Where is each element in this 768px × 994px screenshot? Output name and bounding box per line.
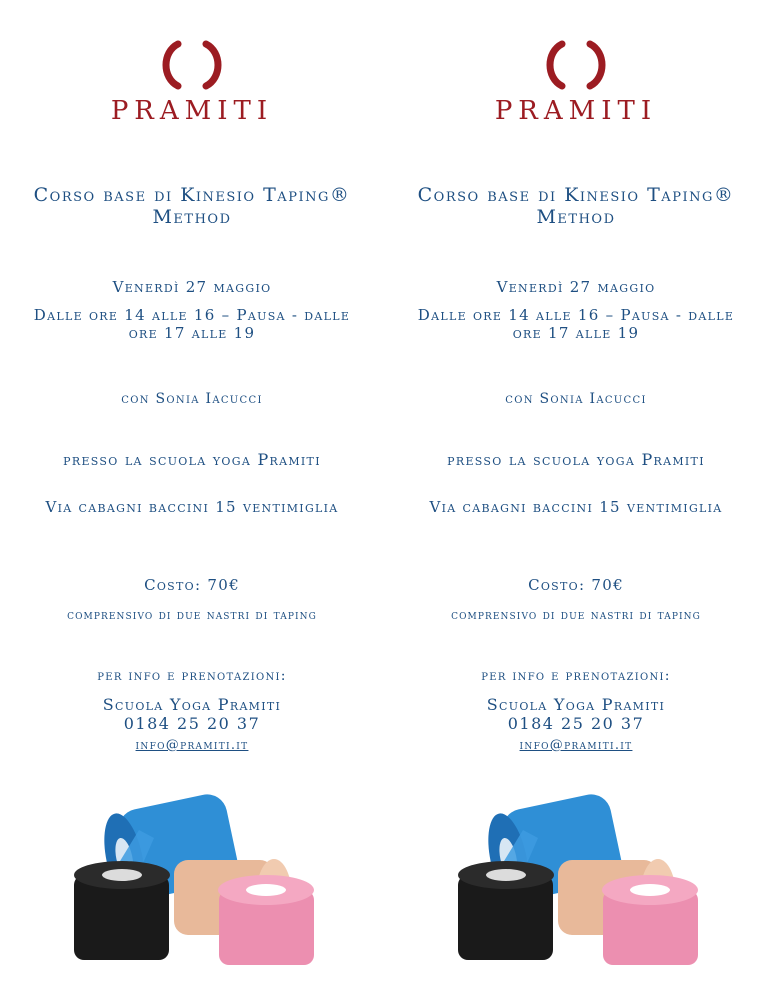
course-cost: Costo: 70€ — [528, 576, 624, 594]
course-date: Venerdì 27 maggio — [496, 278, 656, 296]
logo-wordmark: PRAMITI — [110, 96, 274, 126]
phone-number: 0184 25 20 37 — [123, 714, 261, 733]
course-cost-note: comprensivo di due nastri di taping — [451, 608, 701, 623]
course-date: Venerdì 27 maggio — [112, 278, 272, 296]
course-title: Corso base di Kinesio Taping® Method — [33, 184, 351, 228]
course-address: Via cabagni baccini 15 ventimiglia — [429, 498, 723, 516]
course-venue: presso la scuola yoga Pramiti — [447, 450, 705, 469]
course-hours: Dalle ore 14 alle 16 – Pausa - dalle ore 17 alle 19 — [33, 306, 351, 342]
email-link[interactable]: info@pramiti.it — [135, 738, 249, 753]
parentheses-logo-icon — [92, 40, 292, 90]
flyer-column-right — [384, 0, 768, 994]
school-name: Scuola Yoga Pramiti — [102, 695, 282, 714]
school-name: Scuola Yoga Pramiti — [486, 695, 666, 714]
course-cost-note: comprensivo di due nastri di taping — [67, 608, 317, 623]
logo-wordmark: PRAMITI — [494, 96, 658, 126]
parentheses-logo-icon — [476, 40, 676, 90]
course-teacher: con Sonia Iacucci — [121, 391, 263, 407]
course-cost: Costo: 70€ — [144, 576, 240, 594]
kinesio-tape-rolls-icon — [44, 780, 344, 980]
course-teacher: con Sonia Iacucci — [505, 391, 647, 407]
info-heading: per info e prenotazioni: — [481, 668, 671, 684]
email-link[interactable]: info@pramiti.it — [519, 738, 633, 753]
info-heading: per info e prenotazioni: — [97, 668, 287, 684]
phone-number: 0184 25 20 37 — [507, 714, 645, 733]
course-title: Corso base di Kinesio Taping® Method — [417, 184, 735, 228]
course-hours: Dalle ore 14 alle 16 – Pausa - dalle ore 17 alle 19 — [417, 306, 735, 342]
kinesio-tape-rolls-icon — [428, 780, 728, 980]
course-address: Via cabagni baccini 15 ventimiglia — [45, 498, 339, 516]
course-venue: presso la scuola yoga Pramiti — [63, 450, 321, 469]
